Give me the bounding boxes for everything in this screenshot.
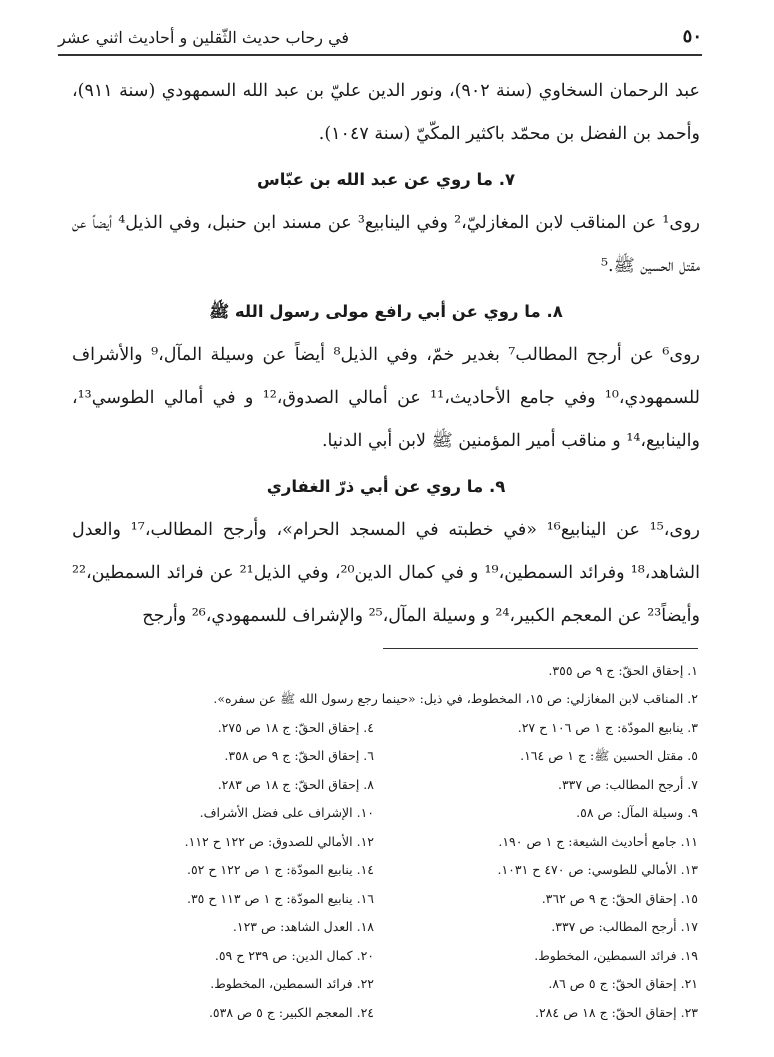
- footnote-24: ٢٤. المعجم الكبير: ج ٥ ص ٥٣٨.: [208, 1005, 374, 1020]
- footnote-22: ٢٢. فرائد السمطين، المخطوط.: [210, 976, 374, 991]
- footnote-18: ١٨. العدل الشاهد: ص ١٢٣.: [232, 919, 374, 934]
- footnote-divider: [383, 648, 698, 649]
- paragraph-section-9: روى،¹⁵ عن الينابيع¹⁶ «في خطبته في المسجد الحرام»، وأرجح المطالب،¹⁷ والعدل الشاهد،¹⁸ وفرائد السمطين،¹⁹ و في كمال الدين²⁰، وفي الذيل²¹ عن فرائد السمطين،²² وأيضاً²³ عن المعجم الكبير،²⁴ و وسيلة المآل،²⁵ والإشراف للسمهودي،²⁶ وأرجح: [72, 520, 701, 626]
- page-number: ٥٠: [682, 26, 702, 47]
- footnote-15: ١٥. إحقاق الحقّ: ج ٩ ص ٣٦٢.: [541, 891, 698, 906]
- footnote-9: ٩. وسيلة المآل: ص ٥٨.: [576, 805, 698, 820]
- footnote-16: ١٦. ينابيع المودّة: ج ١ ص ١١٣ ح ٣٥.: [186, 891, 374, 906]
- footnote-7: ٧. أرجح المطالب: ص ٣٣٧.: [557, 777, 698, 792]
- running-title: في رحاب حديث الثّقلين و أحاديث اثني عشر: [58, 28, 350, 47]
- footnote-8: ٨. إحقاق الحقّ: ج ١٨ ص ٢٨٣.: [217, 777, 374, 792]
- footnote-11: ١١. جامع أحاديث الشيعة: ج ١ ص ١٩٠.: [498, 834, 698, 849]
- footnote-23: ٢٣. إحقاق الحقّ: ج ١٨ ص ٢٨٤.: [534, 1005, 698, 1020]
- footnote-17: ١٧. أرجح المطالب: ص ٣٣٧.: [551, 919, 698, 934]
- footnote-10: ١٠. الإشراف على فضل الأشراف.: [199, 805, 374, 820]
- paragraph-section-8: روى⁶ عن أرجح المطالب⁷ بغدير خمّ، وفي الذيل⁸ أيضاً عن وسيلة المآل،⁹ والأشراف للسمهودي،¹⁰ وفي جامع الأحاديث،¹¹ عن أمالي الصدوق،¹² و في أمالي الطوسي¹³، والينابيع،¹⁴ و مناقب أمير المؤمنين ﷺ لابن أبي الدنيا.: [72, 345, 701, 451]
- footnote-13: ١٣. الأمالي للطوسي: ص ٤٧٠ ح ١٠٣١.: [497, 862, 698, 877]
- footnote-19: ١٩. فرائد السمطين، المخطوط.: [534, 948, 698, 963]
- footnote-4: ٤. إحقاق الحقّ: ج ١٨ ص ٢٧٥.: [217, 720, 374, 735]
- footnote-6: ٦. إحقاق الحقّ: ج ٩ ص ٣٥٨.: [224, 748, 374, 763]
- footnote-2: ٢. المناقب لابن المغازلي: ص ١٥، المخطوط، في ذيل: «حينما رجع رسول الله ﷺ عن سفره».: [213, 691, 698, 706]
- footnote-20: ٢٠. كمال الدين: ص ٢٣٩ ح ٥٩.: [214, 948, 374, 963]
- paragraph-section-7: روى¹ عن المناقب لابن المغازليّ،² وفي الينابيع³ عن مسند ابن حنبل، وفي الذيل⁴ أيضاً عن مقتل الحسين ﷺ.⁵: [72, 213, 700, 276]
- paragraph-intro: عبد الرحمان السخاوي (سنة ٩٠٢)، ونور الدين عليّ بن عبد الله السمهودي (سنة ٩١١)، وأحمد بن الفضل بن محمّد باكثير المكّيّ (سنة ١٠٤٧).: [72, 81, 700, 144]
- section-heading-8: ٨. ما روي عن أبي رافع مولى رسول الله ﷺ: [209, 302, 563, 321]
- page-header: [58, 24, 702, 56]
- section-heading-9: ٩. ما روي عن أبي ذرّ الغفاري: [266, 477, 506, 496]
- footnote-21: ٢١. إحقاق الحقّ: ج ٥ ص ٨٦.: [548, 976, 698, 991]
- main-text: [72, 70, 700, 638]
- footnote-12: ١٢. الأمالي للصدوق: ص ١٢٢ ح ١١٢.: [184, 834, 374, 849]
- footnote-5: ٥. مقتل الحسين ﷺ: ج ١ ص ١٦٤.: [520, 748, 698, 763]
- footnote-14: ١٤. ينابيع المودّة: ج ١ ص ١٢٢ ح ٥٢.: [186, 862, 374, 877]
- footnote-1: ١. إحقاق الحقّ: ج ٩ ص ٣٥٥.: [548, 663, 698, 678]
- footnote-3: ٣. ينابيع المودّة: ج ١ ص ١٠٦ ح ٢٧.: [517, 720, 698, 735]
- section-heading-7: ٧. ما روي عن عبد الله بن عبّاس: [256, 170, 516, 189]
